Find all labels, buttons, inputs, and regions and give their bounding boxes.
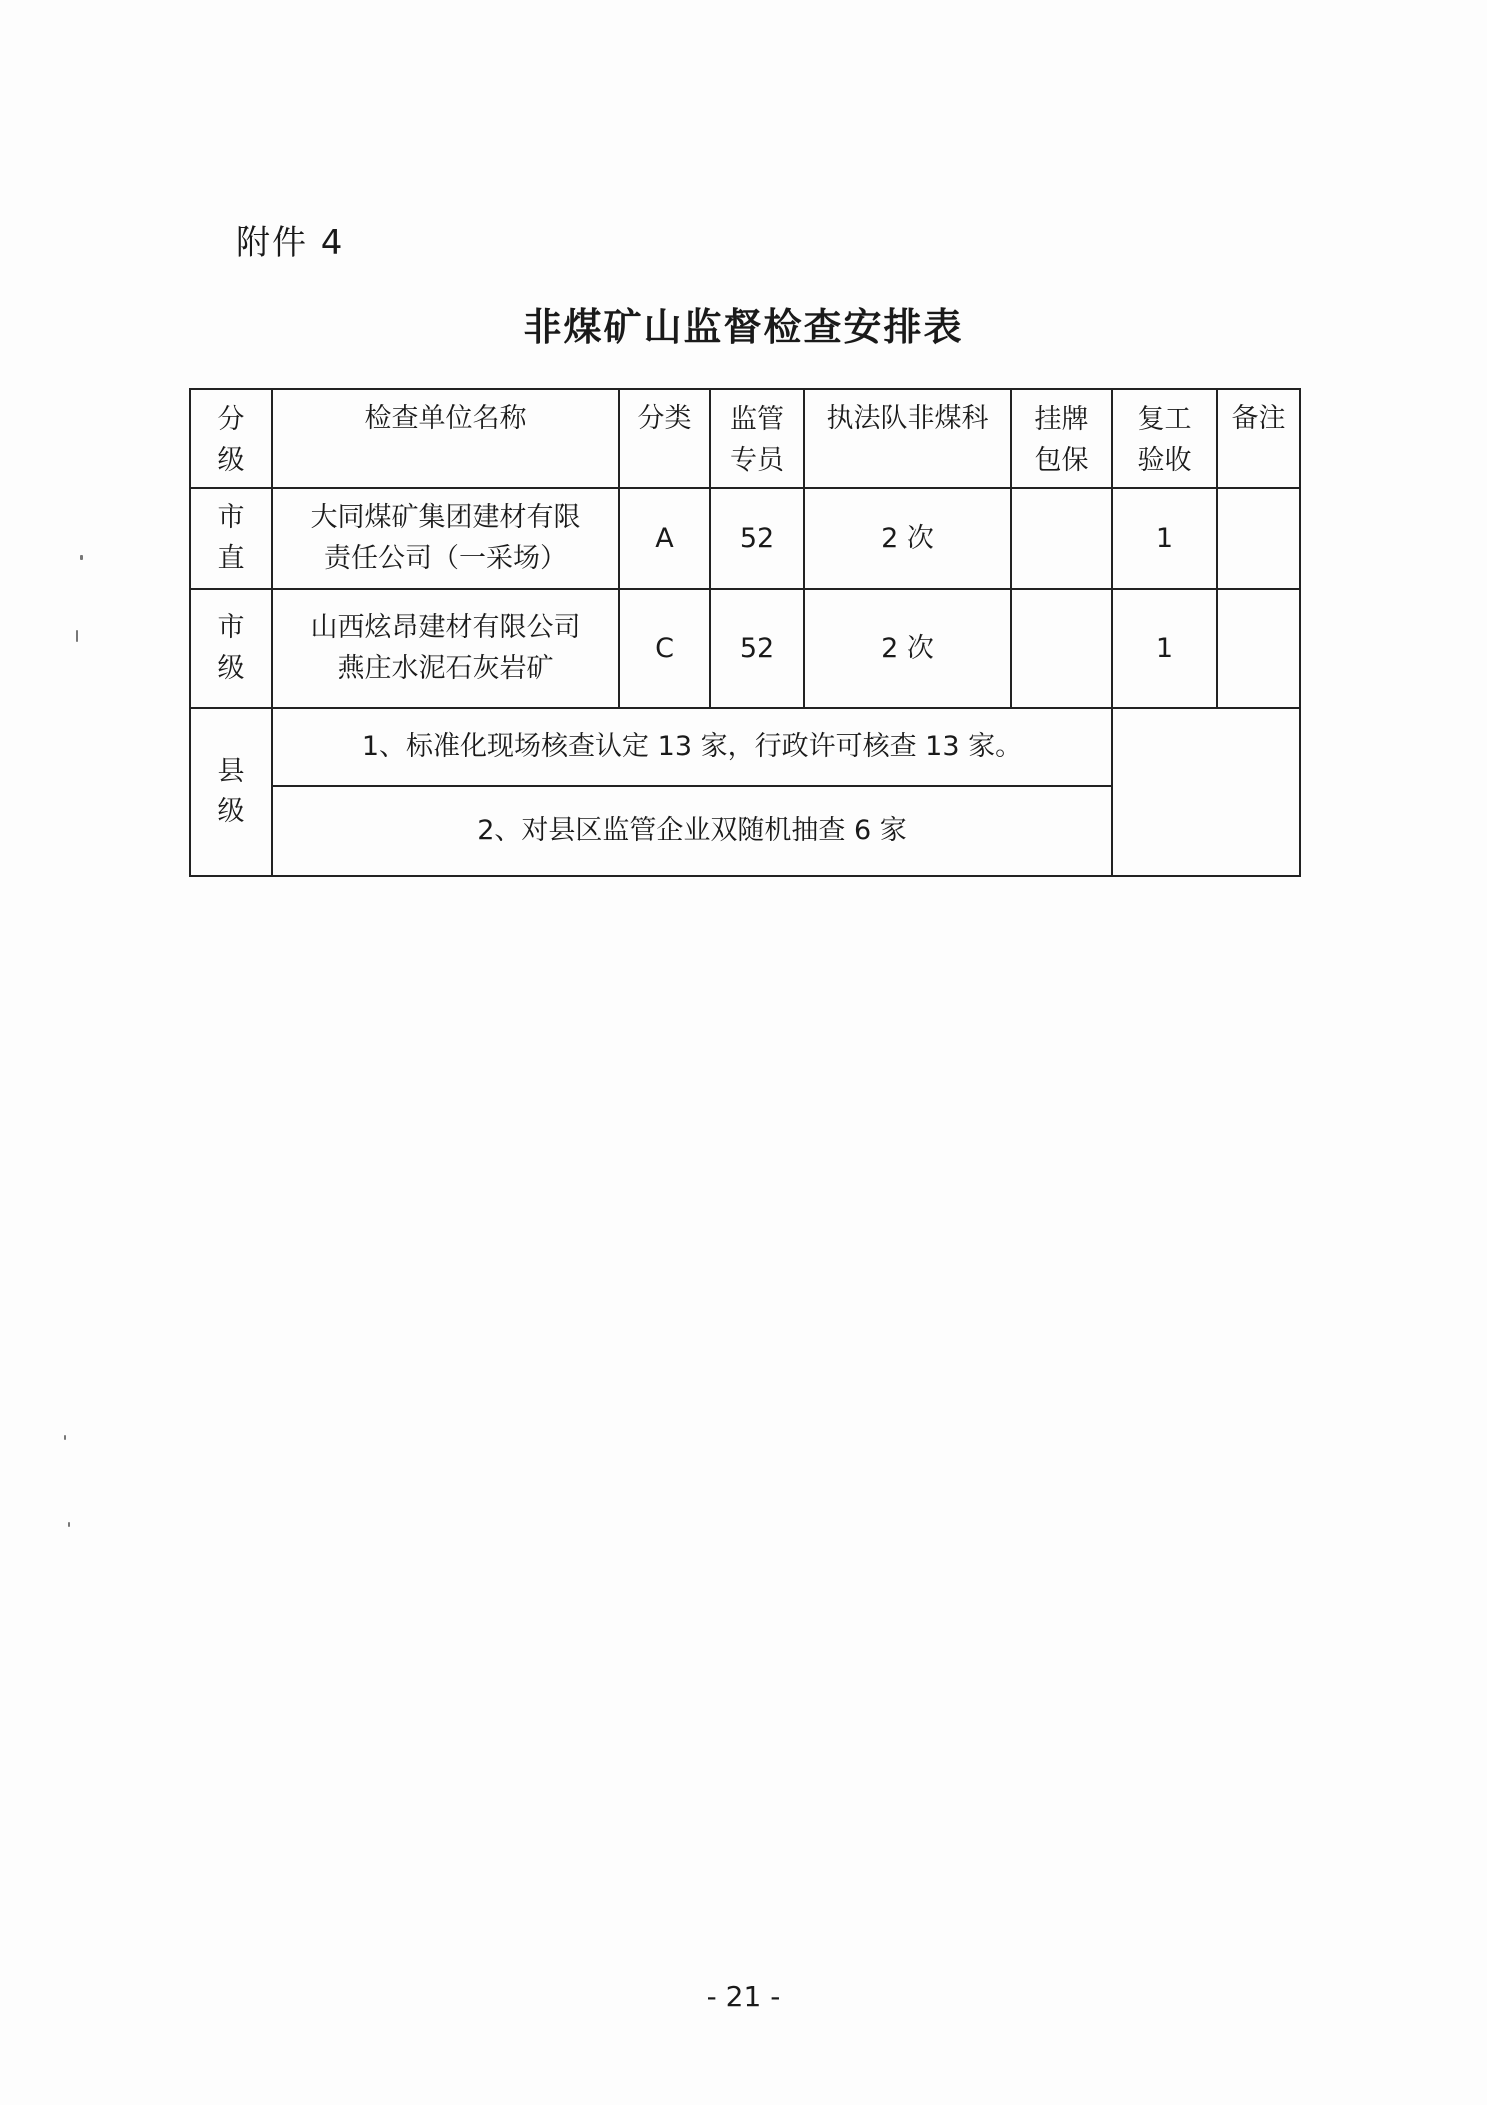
- row-remarks-cell: [1217, 488, 1300, 589]
- row-resumption-cell: 1: [1112, 589, 1217, 708]
- row-level-line-1: 市: [217, 502, 245, 533]
- county-note-1: 1、标准化现场核查认定 13 家，行政许可核查 13 家。: [272, 708, 1112, 786]
- row-listed-guarantee-cell: [1011, 488, 1112, 589]
- county-level-line-1: 县: [217, 755, 245, 787]
- row-level-cell: [190, 589, 272, 708]
- header-resumption: [1112, 389, 1217, 488]
- county-blank-cell: [1112, 708, 1300, 876]
- row-resumption-cell: 1: [1112, 488, 1217, 589]
- row-listed-guarantee-cell: [1011, 589, 1112, 708]
- row-level-line-2: 级: [217, 652, 245, 684]
- header-listed-guarantee-line-2: 包保: [1034, 444, 1089, 476]
- county-level-line-2: 级: [217, 796, 245, 827]
- header-level-line-1: 分: [217, 404, 245, 435]
- scan-speck: [80, 555, 83, 560]
- header-enforcement: 执法队非煤科: [804, 389, 1011, 488]
- row-enforcement-cell: 2 次: [804, 589, 1011, 708]
- header-level-line-2: 级: [217, 444, 245, 476]
- scan-speck: [76, 630, 78, 642]
- attachment-label: 附件 4: [236, 223, 345, 263]
- table-row: [190, 488, 1300, 589]
- county-note-2: 2、对县区监管企业双随机抽查 6 家: [272, 786, 1112, 876]
- row-category-cell: C: [619, 589, 710, 708]
- header-category: 分类: [619, 389, 710, 488]
- header-remarks: 备注: [1217, 389, 1300, 488]
- table-row: [190, 589, 1300, 708]
- scan-speck: [68, 1522, 70, 1527]
- row-level-line-2: 直: [217, 542, 245, 574]
- county-level-cell: [190, 708, 272, 876]
- row-enforcement-cell: 2 次: [804, 488, 1011, 589]
- row-unit-name-line-1: 山西炫昂建材有限公司: [310, 612, 581, 643]
- row-category-cell: A: [619, 488, 710, 589]
- row-remarks-cell: [1217, 589, 1300, 708]
- header-unit-name: 检查单位名称: [272, 389, 619, 488]
- header-resumption-line-2: 验收: [1137, 444, 1192, 476]
- row-unit-name-line-2: 责任公司（一采场）: [324, 542, 567, 574]
- row-unit-name-line-2: 燕庄水泥石灰岩矿: [337, 652, 554, 684]
- document-title: 非煤矿山监督检查安排表: [523, 305, 964, 349]
- table-header-row: [190, 389, 1300, 488]
- header-listed-guarantee-line-1: 挂牌: [1034, 404, 1089, 435]
- header-level: [190, 389, 272, 488]
- row-level-line-1: 市: [217, 612, 245, 643]
- inspection-schedule-table: [189, 388, 1301, 877]
- scan-speck: [64, 1435, 66, 1440]
- row-unit-name-cell: [272, 488, 619, 589]
- county-row: [190, 708, 1300, 786]
- page-number: - 21 -: [706, 1980, 781, 2013]
- row-unit-name-line-1: 大同煤矿集团建材有限: [310, 502, 581, 533]
- row-level-cell: [190, 488, 272, 589]
- header-listed-guarantee: [1011, 389, 1112, 488]
- row-supervisor-cell: 52: [710, 589, 804, 708]
- header-supervisor: [710, 389, 804, 488]
- header-supervisor-line-2: 专员: [730, 444, 784, 476]
- header-resumption-line-1: 复工: [1137, 404, 1192, 435]
- header-supervisor-line-1: 监管: [730, 404, 784, 435]
- row-supervisor-cell: 52: [710, 488, 804, 589]
- row-unit-name-cell: [272, 589, 619, 708]
